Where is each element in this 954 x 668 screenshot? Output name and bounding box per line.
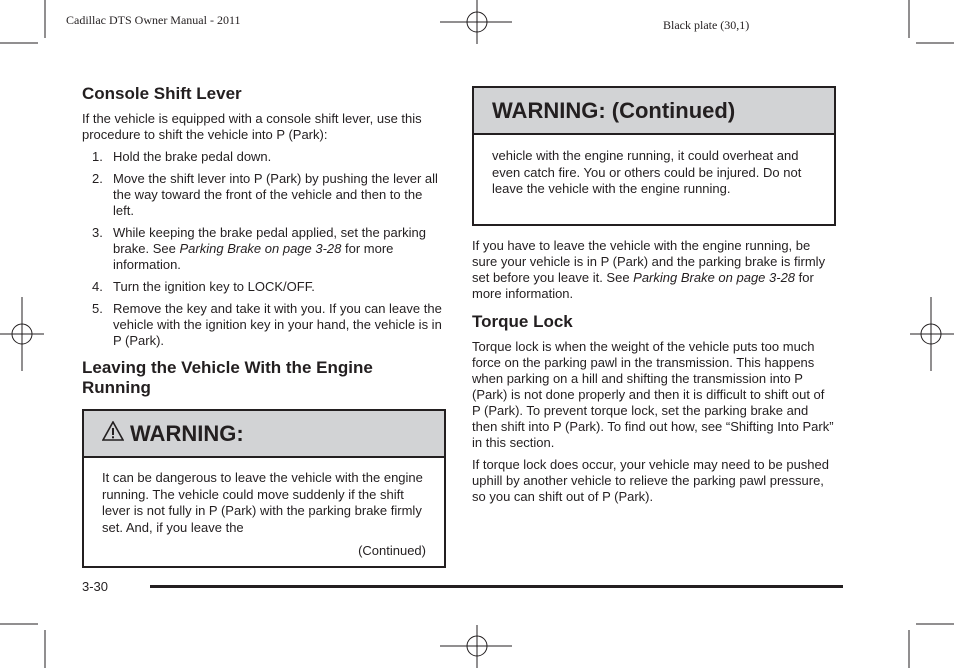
section-heading-console-shift-lever: Console Shift Lever	[82, 84, 242, 103]
warning-continued-title: WARNING: (Continued)	[492, 97, 736, 123]
warning-continued-body	[474, 135, 834, 198]
list-item	[82, 171, 446, 219]
step-number: 3.	[92, 225, 103, 240]
warning-continued-header	[474, 88, 834, 135]
paragraph-torque-lock: Torque lock is when the weight of the vehicle puts too much force on the parking pawl in the transmission. This happens when parking on a hill and shifting the transmission into P (Park) is not done properly and then it is difficult to shift out of P (Park). To prevent torque lock, set the parking brake and then shift into P (Park). To find out how, see “Shifting Into Park” in this section.	[472, 339, 834, 450]
warning-triangle-icon	[102, 421, 124, 447]
intro-paragraph: If the vehicle is equipped with a console shift lever, use this procedure to shift the vehicle into P (Park):	[82, 111, 422, 142]
cross-reference-link[interactable]: Parking Brake on page 3‑28	[179, 241, 342, 256]
header-title: Cadillac DTS Owner Manual - 2011	[66, 13, 241, 27]
registration-target-top	[440, 0, 512, 44]
step-number: 4.	[92, 279, 103, 294]
page-number: 3-30	[82, 579, 109, 594]
registration-target-left	[0, 297, 44, 371]
step-text: Hold the brake pedal down.	[113, 149, 272, 164]
paragraph-leave-engine-running: If you have to leave the vehicle with the engine running, be sure your vehicle is in P (Park) and the parking brake is firmly set before you leave it. See Parking Brake on page 3‑28 for more information.	[472, 238, 826, 301]
warning-title: WARNING:	[130, 420, 244, 446]
paragraph-torque-lock-occurs: If torque lock does occur, your vehicle may need to be pushed uphill by another vehicle to relieve the parking pawl pressure, so you can shift out of P (Park).	[472, 457, 829, 504]
cross-reference-link[interactable]: Parking Brake on page 3‑28	[633, 270, 796, 285]
registration-target-bottom	[440, 625, 512, 668]
procedure-steps	[82, 149, 446, 355]
warning-continued-text: vehicle with the engine running, it could overheat and even catch fire. You or others could be injured. Do not leave the vehicle with the engine running.	[492, 148, 802, 196]
warning-body	[84, 458, 444, 536]
registration-target-right	[910, 297, 954, 371]
list-item	[82, 301, 446, 349]
step-text: for more information.	[113, 241, 394, 272]
section-heading-torque-lock: Torque Lock	[472, 312, 573, 331]
list-item	[82, 225, 446, 273]
step-text: While keeping the brake pedal applied, set the parking brake. See	[113, 225, 426, 256]
step-text: Move the shift lever into P (Park) by pushing the lever all the way toward the front of the vehicle and then to the left.	[113, 171, 438, 218]
section-heading-leaving-vehicle: Leaving the Vehicle With the Engine Running	[82, 358, 373, 397]
header-plate: Black plate (30,1)	[663, 18, 750, 32]
step-number: 2.	[92, 171, 103, 186]
list-item	[82, 279, 446, 295]
list-item	[82, 149, 446, 165]
warning-header	[84, 411, 444, 458]
step-text: Turn the ignition key to LOCK/OFF.	[113, 279, 315, 294]
step-number: 1.	[92, 149, 103, 164]
footer-rule	[150, 585, 843, 588]
step-number: 5.	[92, 301, 103, 316]
step-text: Remove the key and take it with you. If you can leave the vehicle with the ignition key in your hand, the vehicle is in P (Park).	[113, 301, 442, 348]
warning-box	[82, 409, 446, 568]
warning-continued-box	[472, 86, 836, 226]
continued-label: (Continued)	[358, 543, 426, 558]
warning-text: It can be dangerous to leave the vehicle with the engine running. The vehicle could move suddenly if the shift lever is not fully in P (Park) with the parking brake firmly set. And, if you leave the	[102, 470, 423, 535]
